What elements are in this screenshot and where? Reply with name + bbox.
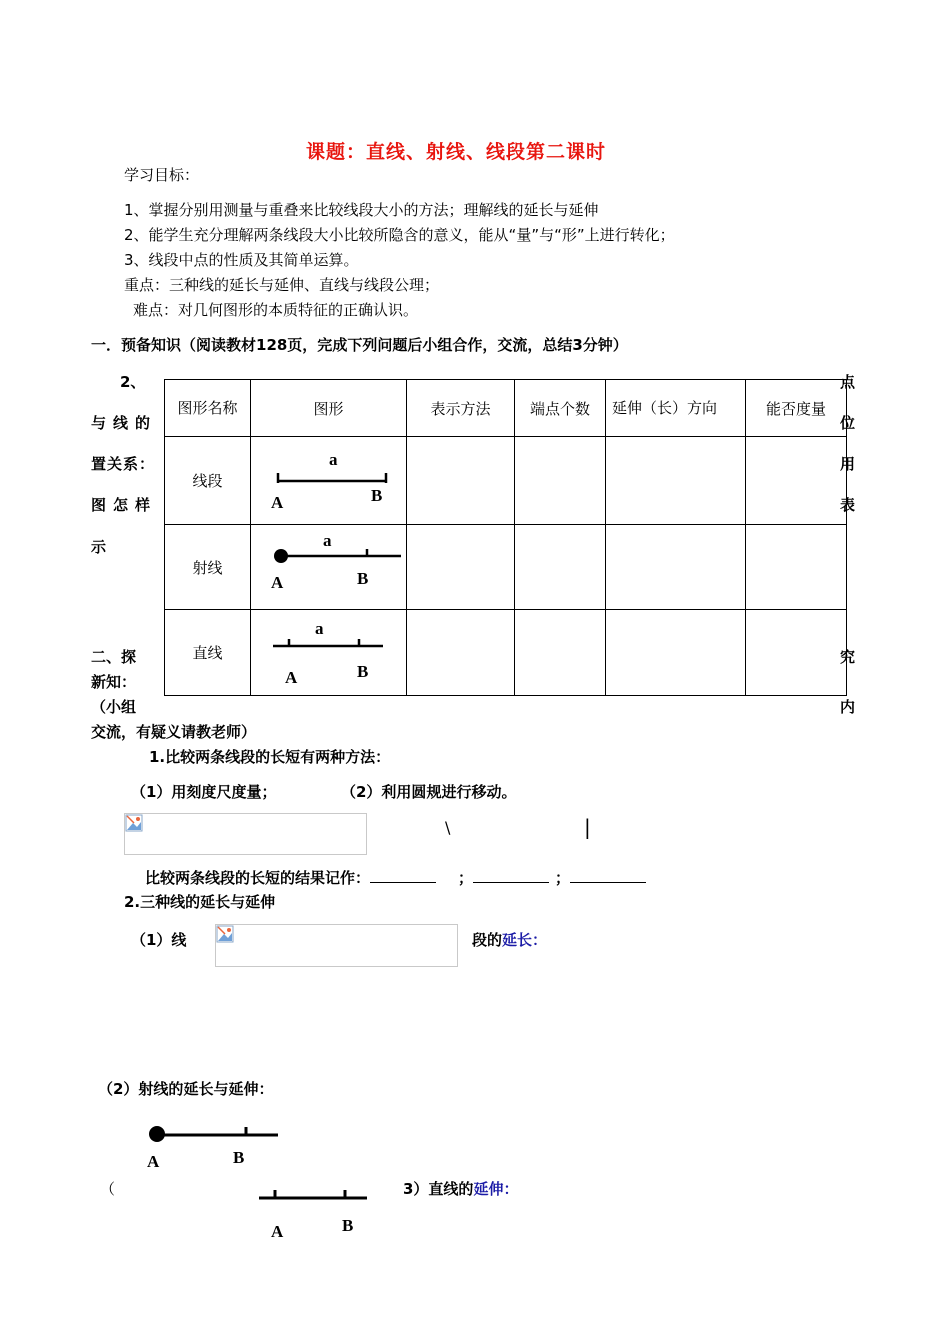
section2-side-right-2: 内 bbox=[840, 698, 856, 716]
figure-segment bbox=[251, 437, 407, 525]
side-left-1: 2、 bbox=[120, 373, 146, 391]
sub1-extension: 延长： bbox=[502, 931, 548, 949]
line-label-a-mid: a bbox=[315, 619, 324, 638]
line-types-table bbox=[164, 379, 847, 696]
side-left-4: 图怎样 bbox=[91, 496, 158, 514]
side-left-3: 置关系： bbox=[91, 455, 156, 473]
open-paren: （ bbox=[100, 1180, 116, 1198]
result-sep-1: ； bbox=[458, 869, 474, 887]
table-row bbox=[165, 437, 847, 525]
line-ext-label-A: A bbox=[271, 1222, 284, 1241]
method-1: （1）用刻度尺度量； bbox=[131, 783, 277, 801]
line-label-B: B bbox=[357, 662, 369, 681]
segment-label-A: A bbox=[271, 493, 284, 512]
goal-item-2: 2、能学生充分理解两条线段大小比较所隐含的意义，能从“量”与“形”上进行转化； bbox=[124, 226, 675, 244]
cell-notation-line[interactable] bbox=[407, 610, 515, 696]
sub1-post: 段的 bbox=[472, 931, 503, 949]
ray-ext-label-A: A bbox=[147, 1152, 160, 1171]
mark-backslash: \ bbox=[445, 818, 451, 837]
three-lines-heading: 2.三种线的延长与延伸 bbox=[124, 893, 276, 911]
figure-ray bbox=[251, 525, 407, 610]
header-endpoints: 端点个数 bbox=[515, 380, 606, 437]
difficulty: 难点：对几何图形的本质特征的正确认识。 bbox=[133, 301, 419, 319]
section2-continuation: 交流，有疑义请教老师） bbox=[91, 723, 257, 741]
cell-endpoints-ray[interactable] bbox=[515, 525, 606, 610]
result-label: 比较两条线段的长短的结果记作： bbox=[145, 869, 371, 887]
side-left-2: 与线的 bbox=[91, 414, 158, 432]
segment-label-B: B bbox=[371, 486, 383, 505]
row-name-segment: 线段 bbox=[165, 437, 251, 525]
result-blank-3[interactable] bbox=[570, 868, 646, 883]
line-extension-diagram bbox=[255, 1184, 375, 1208]
cell-extension-ray[interactable] bbox=[606, 525, 746, 610]
cell-extension-line[interactable] bbox=[606, 610, 746, 696]
sub1-prefix: （1）线 bbox=[131, 931, 187, 949]
result-line bbox=[145, 867, 646, 888]
section1-heading: 一．预备知识（阅读教材128页，完成下列问题后小组合作，交流，总结3分钟） bbox=[91, 336, 628, 354]
header-figure: 图形 bbox=[251, 380, 407, 437]
sub2-heading: （2）射线的延长与延伸： bbox=[98, 1080, 274, 1098]
table-row bbox=[165, 525, 847, 610]
side-left-5: 示 bbox=[91, 538, 107, 556]
section2-side-left-1: 二、探 bbox=[91, 648, 137, 666]
section2-side-left-3: （小组 bbox=[91, 698, 137, 716]
mark-bar: | bbox=[584, 815, 591, 839]
cell-notation-ray[interactable] bbox=[407, 525, 515, 610]
ray-label-A: A bbox=[271, 573, 284, 592]
table-row bbox=[165, 610, 847, 696]
missing-image-1 bbox=[124, 813, 367, 855]
cell-endpoints-segment[interactable] bbox=[515, 437, 606, 525]
method-2: （2）利用圆规进行移动。 bbox=[341, 783, 517, 801]
ray-label-B: B bbox=[357, 569, 369, 588]
sub1-suffix bbox=[472, 929, 547, 950]
sub3-heading bbox=[403, 1178, 518, 1199]
header-extension: 延伸（长）方向 bbox=[606, 380, 746, 437]
header-measurable: 能否度量 bbox=[746, 380, 847, 437]
cell-measurable-segment[interactable] bbox=[746, 437, 847, 525]
broken-image-icon bbox=[216, 925, 234, 943]
result-sep-2: ； bbox=[555, 869, 571, 887]
header-notation: 表示方法 bbox=[407, 380, 515, 437]
key-point: 重点：三种线的延长与延伸、直线与线段公理； bbox=[124, 276, 440, 294]
goals-heading: 学习目标： bbox=[124, 166, 200, 184]
line-diagram bbox=[251, 610, 406, 696]
segment-label-a-mid: a bbox=[329, 450, 338, 469]
section2-side-left-2: 新知： bbox=[91, 673, 137, 691]
compare-methods: 1.比较两条线段的长短有两种方法： bbox=[149, 748, 391, 766]
line-ext-label-B: B bbox=[342, 1216, 354, 1235]
side-right-2: 位 bbox=[840, 414, 856, 432]
figure-line bbox=[251, 610, 407, 696]
goal-item-1: 1、掌握分别用测量与重叠来比较线段大小的方法；理解线的延长与延伸 bbox=[124, 201, 599, 219]
cell-extension-segment[interactable] bbox=[606, 437, 746, 525]
sub3-extension: 延伸： bbox=[473, 1180, 519, 1198]
missing-image-2 bbox=[215, 924, 458, 967]
table-header-row bbox=[165, 380, 847, 437]
cell-endpoints-line[interactable] bbox=[515, 610, 606, 696]
sub3-prefix: 3）直线的 bbox=[403, 1180, 474, 1198]
row-name-ray: 射线 bbox=[165, 525, 251, 610]
cell-measurable-ray[interactable] bbox=[746, 525, 847, 610]
broken-image-icon bbox=[125, 814, 143, 832]
side-right-3: 用 bbox=[840, 455, 856, 473]
result-blank-1[interactable] bbox=[370, 868, 436, 883]
page-title: 课题：直线、射线、线段第二课时 bbox=[306, 141, 607, 163]
result-blank-2[interactable] bbox=[473, 868, 549, 883]
ray-extension-diagram bbox=[140, 1120, 290, 1150]
line-label-A: A bbox=[285, 668, 298, 687]
header-shape-name: 图形名称 bbox=[165, 380, 251, 437]
ray-ext-label-B: B bbox=[233, 1148, 245, 1167]
side-right-1: 点 bbox=[840, 373, 856, 391]
side-right-4: 表 bbox=[840, 496, 856, 514]
ray-label-a-mid: a bbox=[323, 531, 332, 550]
goal-item-3: 3、线段中点的性质及其简单运算。 bbox=[124, 251, 359, 269]
section2-side-right-1: 究 bbox=[840, 648, 856, 666]
row-name-line: 直线 bbox=[165, 610, 251, 696]
cell-measurable-line[interactable] bbox=[746, 610, 847, 696]
cell-notation-segment[interactable] bbox=[407, 437, 515, 525]
